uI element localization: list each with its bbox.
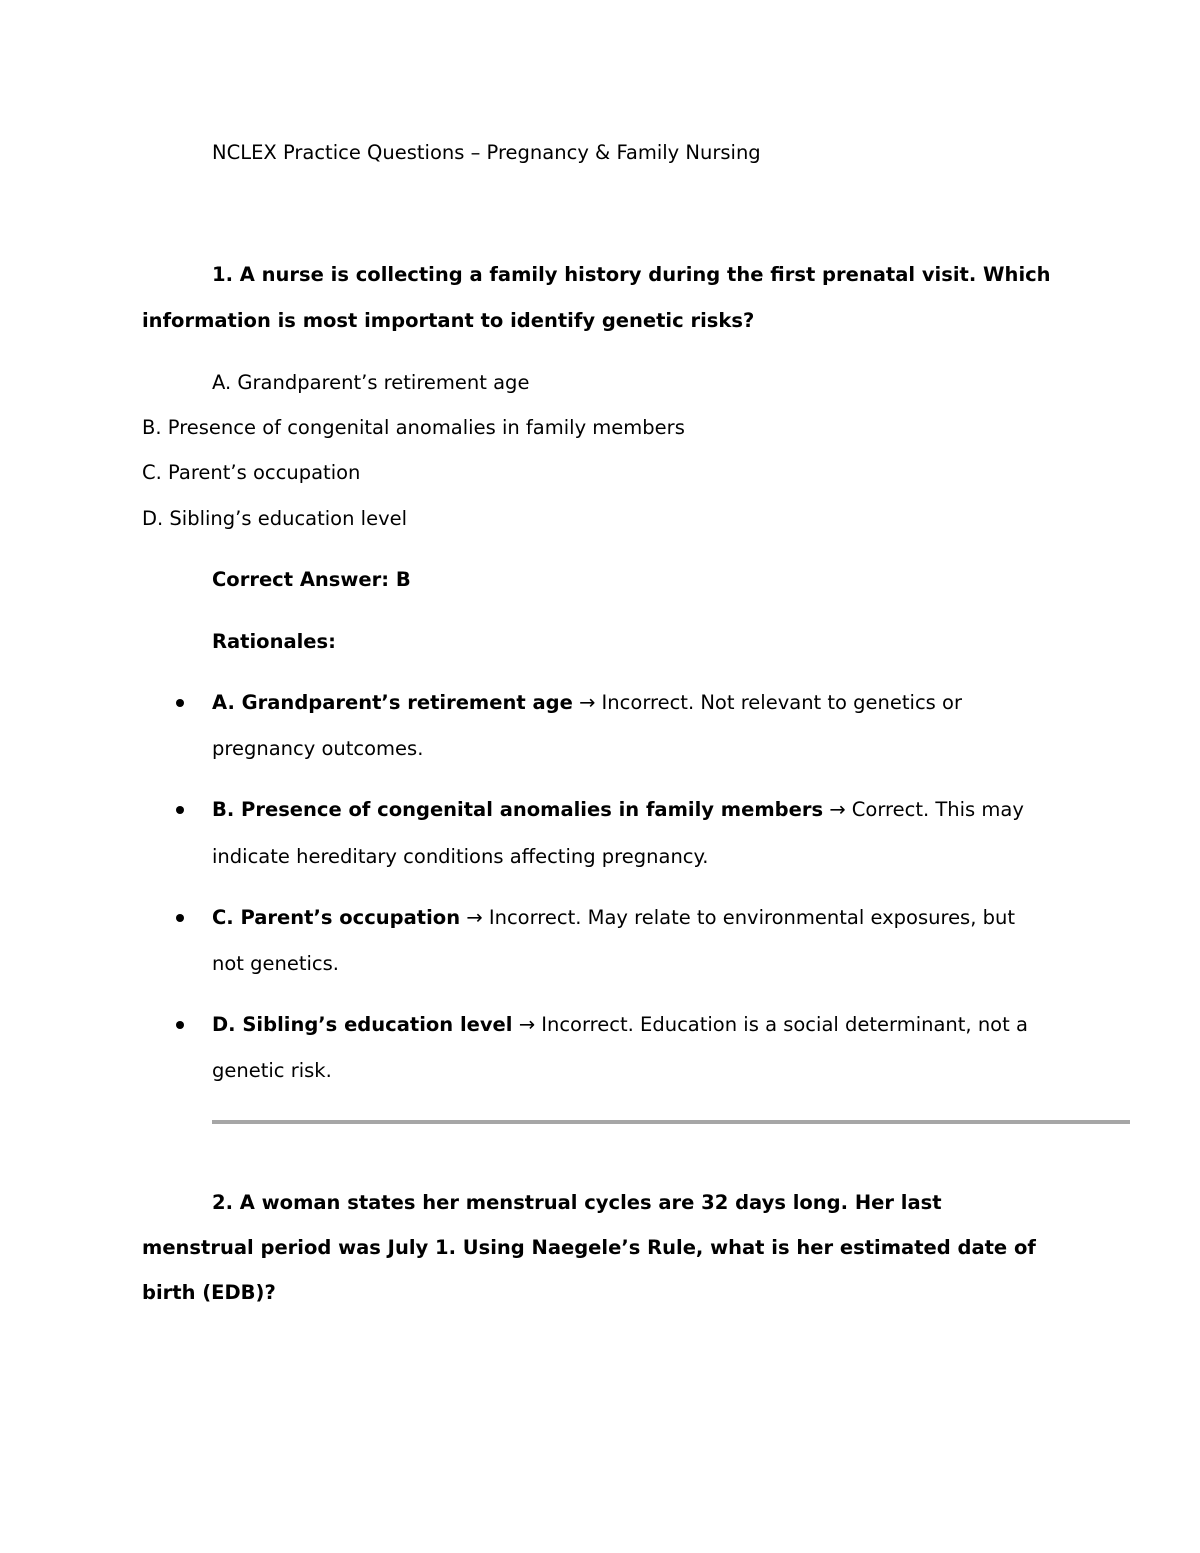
rationale-a-line-2: pregnancy outcomes. [212,737,424,760]
question-2-stem-line-3: birth (EDB)? [142,1281,276,1304]
rationale-d-line-1 [212,1013,1028,1037]
question-2-number: 2. [212,1191,233,1214]
rationale-a-label: A. Grandparent’s retirement age [212,691,573,714]
question-1-stem-line-1 [212,263,1051,287]
question-1-option-a: A. Grandparent’s retirement age [212,371,530,394]
question-1-option-d: D. Sibling’s education level [142,507,408,530]
bullet-icon [176,699,184,707]
bullet-icon [176,1021,184,1029]
bullet-icon [176,914,184,922]
rationale-c-text: → Incorrect. May relate to environmental exposures, but [466,906,1016,929]
question-1-rationales-heading: Rationales: [212,630,336,653]
rationale-c-line-2: not genetics. [212,952,340,975]
rationale-d-line-2: genetic risk. [212,1059,332,1082]
rationale-d-label: D. Sibling’s education level [212,1013,513,1036]
question-1-stem-line-2: information is most important to identify genetic risks? [142,309,755,332]
question-1-correct-answer: Correct Answer: B [212,568,411,591]
question-1-stem-text: A nurse is collecting a family history during the first prenatal visit. Which [239,263,1051,286]
rationale-b-line-2: indicate hereditary conditions affecting pregnancy. [212,845,709,868]
question-2-stem-text: A woman states her menstrual cycles are 32 days long. Her last [239,1191,942,1214]
question-2-stem-line-1 [212,1191,942,1215]
rationale-b-line-1 [212,798,1024,822]
rationale-b-text: → Correct. This may [829,798,1024,821]
rationale-a-line-1 [212,691,962,715]
rationale-c-label: C. Parent’s occupation [212,906,461,929]
rationale-b-label: B. Presence of congenital anomalies in family members [212,798,824,821]
question-1-option-b: B. Presence of congenital anomalies in family members [142,416,685,439]
rationale-c-line-1 [212,906,1015,930]
rationale-a-text: → Incorrect. Not relevant to genetics or [579,691,962,714]
bullet-icon [176,806,184,814]
question-1-option-c: C. Parent’s occupation [142,461,361,484]
question-2-stem-line-2: menstrual period was July 1. Using Naegele’s Rule, what is her estimated date of [142,1236,1036,1259]
document-title: NCLEX Practice Questions – Pregnancy & Family Nursing [212,141,761,164]
question-1-number: 1. [212,263,233,286]
horizontal-rule-divider [212,1120,1130,1124]
rationale-d-text: → Incorrect. Education is a social determinant, not a [518,1013,1028,1036]
